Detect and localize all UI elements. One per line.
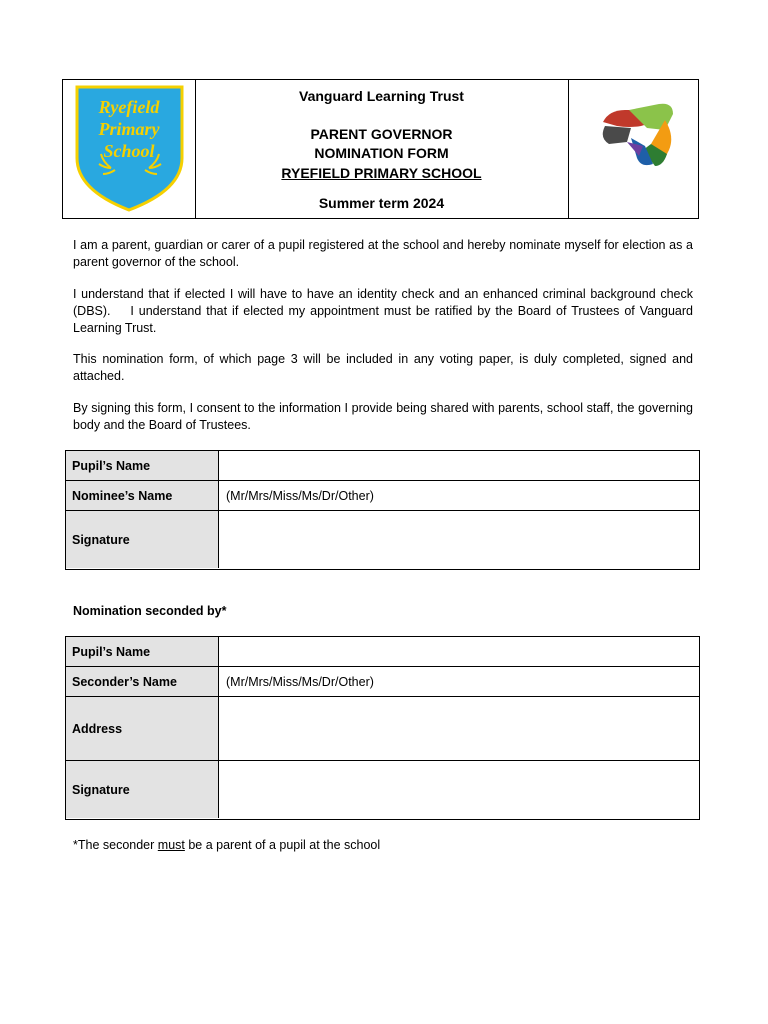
table-row <box>66 697 699 761</box>
pupil-name-field[interactable] <box>219 451 699 480</box>
school-logo-cell <box>63 80 196 218</box>
seconder-pupil-name-field[interactable] <box>219 637 699 666</box>
seconder-pupil-name-label: Pupil’s Name <box>66 637 219 666</box>
nominee-signature-field[interactable] <box>219 511 699 568</box>
declaration-paragraph-2: I understand that if elected I will have to have an identity check and an enhanced criminal background check (DBS). I understand that if elected my appointment must be ratified by the Board of Trustees of Vanguard Learning Trust. <box>73 287 697 335</box>
table-row <box>66 511 699 568</box>
address-field[interactable] <box>219 697 699 760</box>
nominee-table <box>65 450 700 570</box>
table-row <box>66 667 699 697</box>
crest-line-3: School <box>103 141 155 161</box>
seconder-table <box>65 636 700 820</box>
school-crest-logo <box>63 80 196 217</box>
nominee-signature-label: Signature <box>66 511 219 568</box>
table-row <box>66 481 699 511</box>
declaration-paragraph-1: I am a parent, guardian or carer of a pupil registered at the school and hereby nominate myself for election as a parent governor of the school. <box>73 238 693 269</box>
address-label: Address <box>66 697 219 760</box>
footnote-text-after: be a parent of a pupil at the school <box>184 838 381 852</box>
seconded-heading: Nomination seconded by* <box>73 604 227 618</box>
table-row <box>66 761 699 818</box>
seconder-signature-label: Signature <box>66 761 219 818</box>
seconder-footnote <box>73 838 380 852</box>
declaration-paragraph-4: By signing this form, I consent to the information I provide being shared with parents, school staff, the governing body and the Board of Trustees. <box>73 401 693 432</box>
form-title-line-1: PARENT GOVERNOR <box>310 126 453 142</box>
vanguard-trust-logo-icon <box>569 80 699 217</box>
seconder-name-label: Seconder’s Name <box>66 667 219 696</box>
term-title: Summer term 2024 <box>318 195 445 211</box>
declaration-paragraph-3: This nomination form, of which page 3 will be included in any voting paper, is duly completed, signed and attached. <box>73 352 693 383</box>
seconder-signature-field[interactable] <box>219 761 699 818</box>
nominee-name-field[interactable]: (Mr/Mrs/Miss/Ms/Dr/Other) <box>226 488 374 503</box>
table-row <box>66 637 699 667</box>
footnote-text-before: *The seconder <box>73 838 158 852</box>
pupil-name-label: Pupil’s Name <box>66 451 219 480</box>
table-row <box>66 451 699 481</box>
crest-line-1: Ryefield <box>98 97 160 117</box>
crest-line-2: Primary <box>98 119 160 139</box>
footnote-emphasis: must <box>157 838 185 852</box>
trust-name: Vanguard Learning Trust <box>299 88 464 104</box>
school-name-title: RYEFIELD PRIMARY SCHOOL <box>281 165 482 181</box>
form-title-line-2: NOMINATION FORM <box>314 145 449 161</box>
trust-logo-cell <box>569 80 698 218</box>
seconder-name-field[interactable]: (Mr/Mrs/Miss/Ms/Dr/Other) <box>226 674 374 689</box>
nominee-name-label: Nominee’s Name <box>66 481 219 510</box>
